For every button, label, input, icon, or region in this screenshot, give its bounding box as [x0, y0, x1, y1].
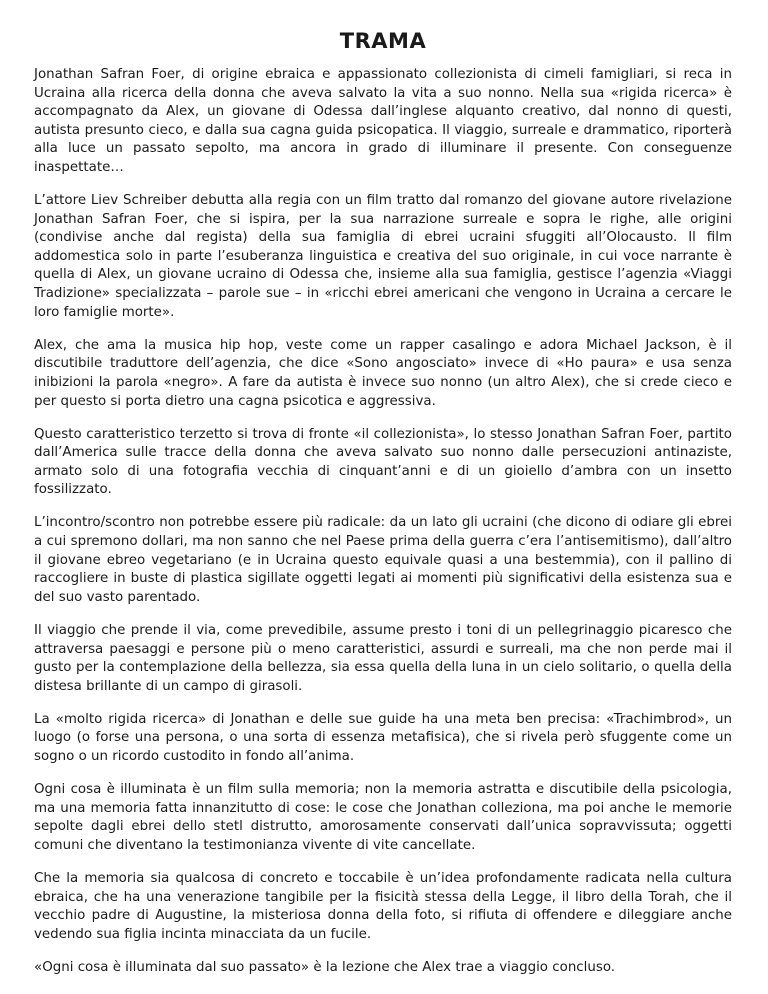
- paragraph-6: Il viaggio che prende il via, come prevedibile, assume presto i toni di un pellegrinaggio picaresco che attraversa paesaggi e persone più o meno caratteristici, assurdi e surreali, ma che non perde mai il gusto per la contemplazione della bellezza, sia essa quella della luna in un cielo solitario, o quella della distesa brillante di un campo di girasoli.: [34, 622, 732, 694]
- paragraph-4: Questo caratteristico terzetto si trova di fronte «il collezionista», lo stesso Jonathan Safran Foer, partito dall’America sulle tracce della donna che aveva salvato suo nonno dalle persecuzioni antinaziste, armato solo di una fotografia vecchia di cinquant’anni e di un gioiello d’ambra con un insetto fossilizzato.: [34, 426, 732, 498]
- paragraph-3: Alex, che ama la musica hip hop, veste come un rapper casalingo e adora Michael Jackson, è il discutibile traduttore dell’agenzia, che dice «Sono angosciato» invece di «Ho paura» e usa senza inibizioni la parola «negro». A fare da autista è invece suo nonno (un altro Alex), che si crede cieco e per questo si porta dietro una cagna psicotica e aggressiva.: [34, 337, 732, 409]
- paragraph-9: Che la memoria sia qualcosa di concreto e toccabile è un’idea profondamente radicata nella cultura ebraica, che ha una venerazione tangibile per la fisicità stessa della Legge, il libro della Torah, che il vecchio padre di Augustine, la misteriosa donna della foto, si rifiuta di offendere e dileggiare anche vedendo sua figlia incinta minacciata da un fucile.: [34, 870, 732, 942]
- paragraph-2: L’attore Liev Schreiber debutta alla regia con un film tratto dal romanzo del giovane autore rivelazione Jonathan Safran Foer, che si ispira, per la sua narrazione surreale e sopra le righe, alle origini (condivise anche dal regista) della sua famiglia di ebrei ucraini sfuggiti all’Olocausto. Il film addomestica solo in parte l’esuberanza linguistica e creativa del suo originale, in cui voce narrante è quella di Alex, un giovane ucraino di Odessa che, insieme alla sua famiglia, gestisce l’agenzia «Viaggi Tradizione» specializzata – parole sue – in «ricchi ebrei americani che vengono in Ucraina a cercare le loro famiglie morte».: [34, 193, 732, 320]
- paragraph-1: Jonathan Safran Foer, di origine ebraica e appassionato collezionista di cimeli famigliari, si reca in Ucraina alla ricerca della donna che aveva salvato la vita a suo nonno. Nella sua «rigida ricerca» è accompagnato da Alex, un giovane di Odessa dall’inglese alquanto creativo, dal nonno di questi, autista presunto cieco, e dalla sua cagna guida psicopatica. Il viaggio, surreale e drammatico, riporterà alla luce un passato sepolto, ma ancora in grado di illuminare il presente. Con conseguenze inaspettate…: [34, 67, 732, 175]
- paragraph-8: Ogni cosa è illuminata è un film sulla memoria; non la memoria astratta e discutibile della psicologia, ma una memoria fatta innanzitutto di cose: le cose che Jonathan colleziona, ma poi anche le memorie sepolte dagli ebrei dello stetl distrutto, amorosamente conservati dall’unica sopravvissuta; oggetti comuni che diventano la testimonianza vivente di vite cancellate.: [34, 782, 732, 853]
- paragraph-5: L’incontro/scontro non potrebbe essere più radicale: da un lato gli ucraini (che dicono di odiare gli ebrei a cui spremono dollari, ma non sanno che nel Paese prima della guerra c’era l’antisemitismo), dall’altro il giovane ebreo vegetariano (e in Ucraina questo equivale quasi a una bestemmia), con il pallino di raccogliere in buste di plastica sigillate oggetti legati ai momenti più significativi della esistenza sua e del suo vasto parentado.: [34, 515, 732, 605]
- paragraph-10: «Ogni cosa è illuminata dal suo passato» è la lezione che Alex trae a viaggio concluso.: [34, 959, 616, 975]
- document-page: [34, 28, 732, 992]
- paragraph-7: La «molto rigida ricerca» di Jonathan e delle sue guide ha una meta ben precisa: «Trachimbrod», un luogo (o forse una persona, o una sorta di essenza metafisica), che si rivela però sfuggente come un sogno o un ricordo custodito in fondo all’anima.: [34, 711, 732, 764]
- page-title: TRAMA: [339, 29, 427, 53]
